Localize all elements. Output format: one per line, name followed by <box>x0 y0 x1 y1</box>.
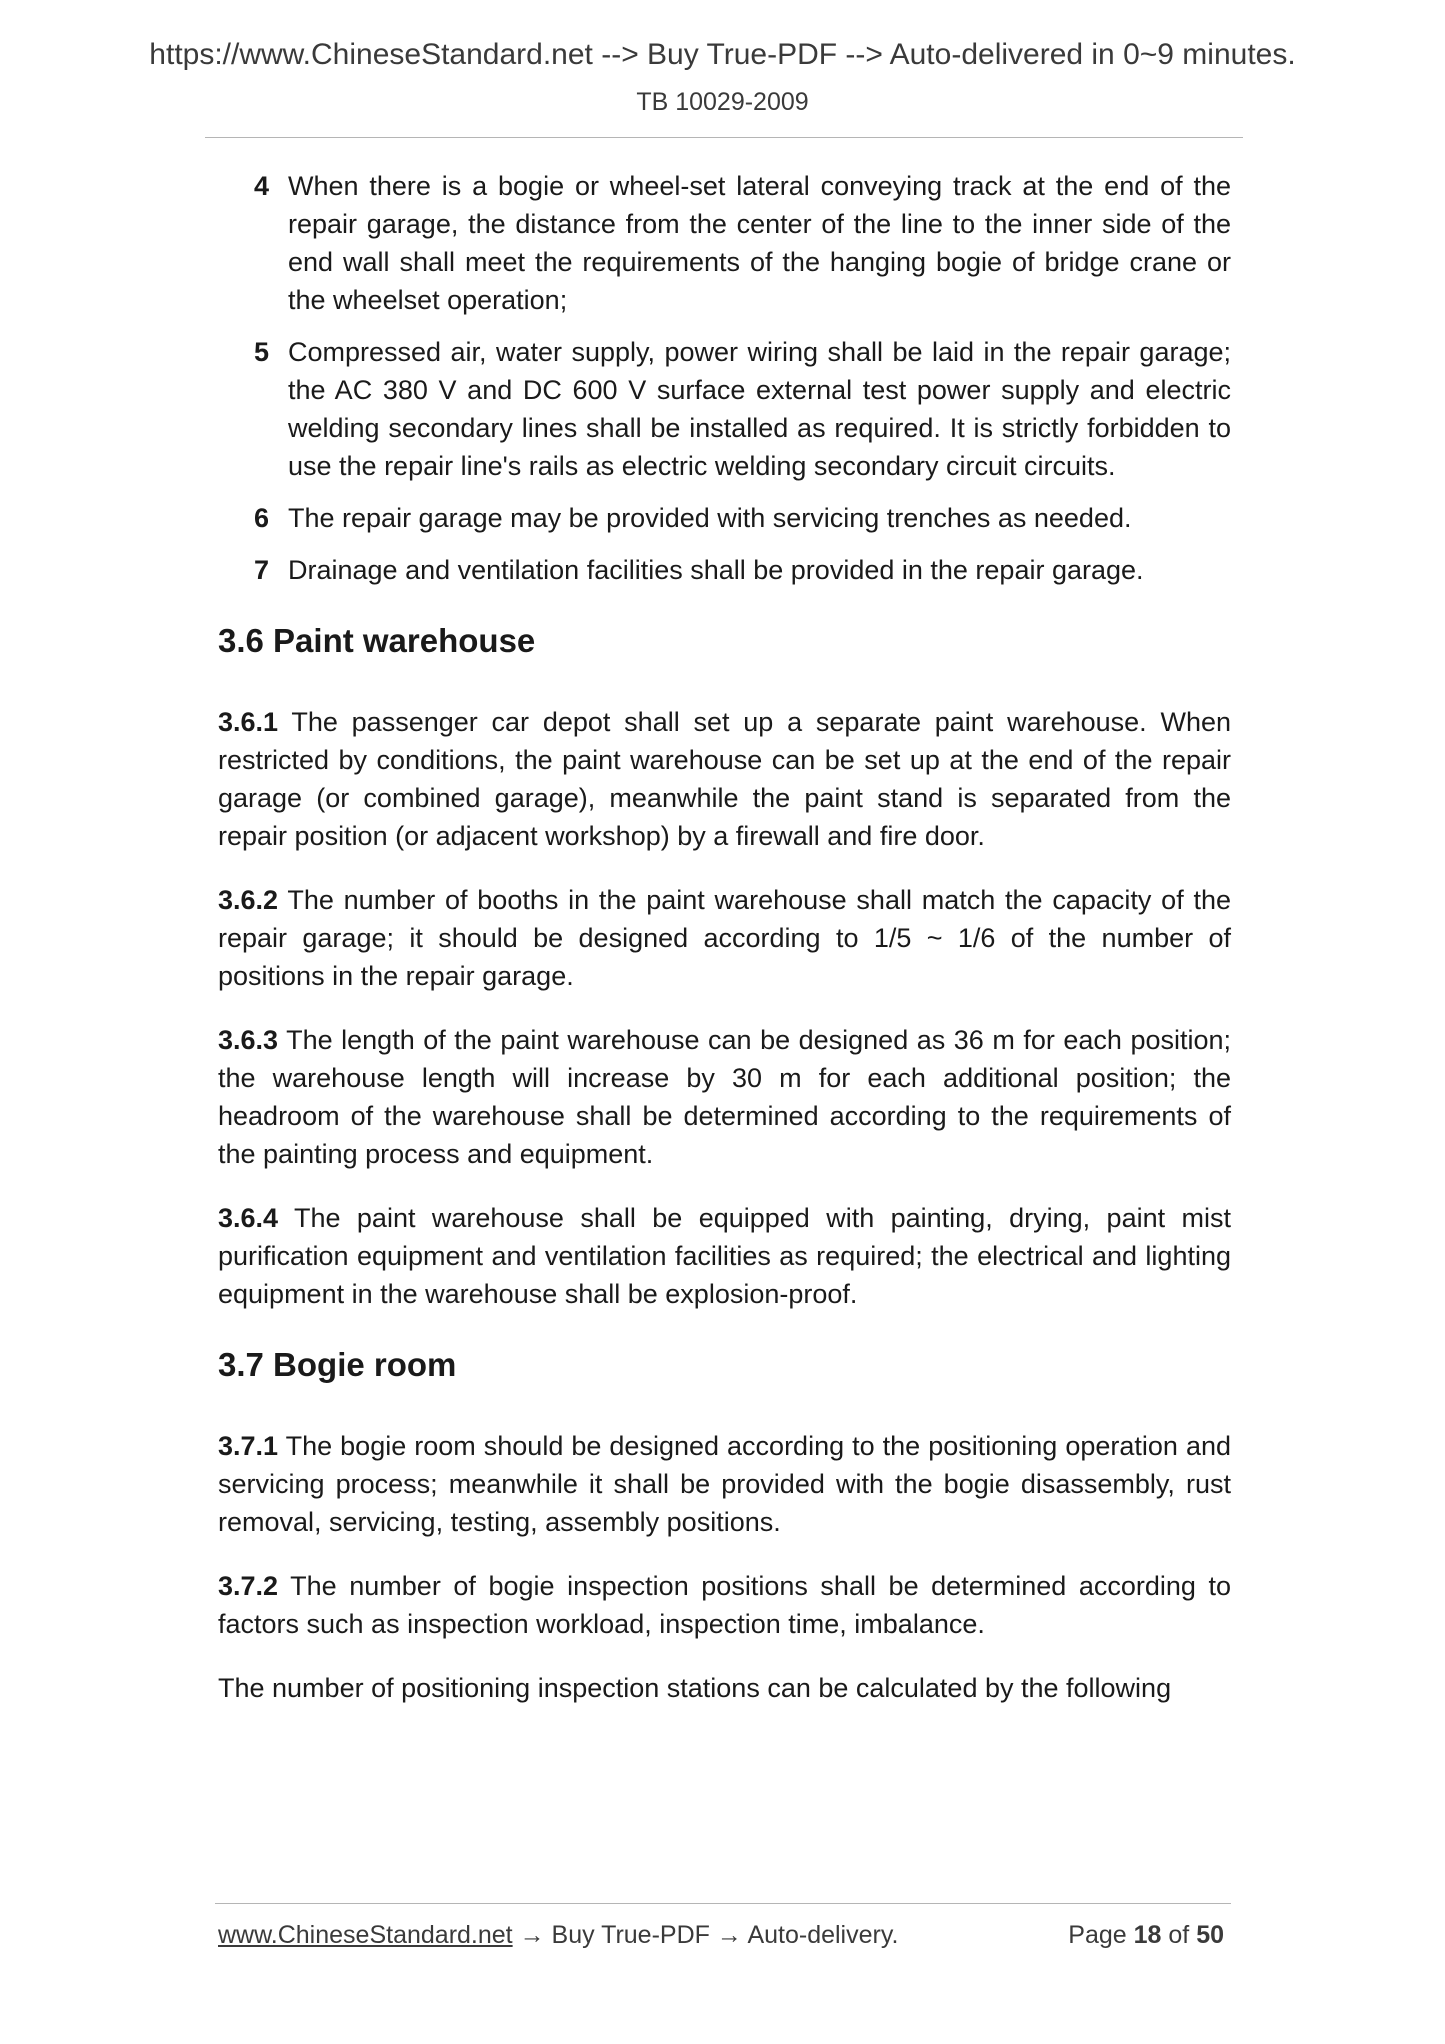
list-item-text: When there is a bogie or wheel-set lateral conveying track at the end of the repair garage, the distance from the center of the line to the inner side of the end wall shall meet the requirements of the hanging bogie of bridge crane or the wheelset operation; <box>288 171 1231 315</box>
clause-text: The length of the paint warehouse can be designed as 36 m for each position; the warehouse length will increase by 30 m for each additional position; the headroom of the warehouse shall be determined according to the requirements of the painting process and equipment. <box>218 1025 1232 1169</box>
clause-number: 3.6.3 <box>218 1025 279 1055</box>
list-item-number: 4 <box>254 171 270 201</box>
header-url-line: https://www.ChineseStandard.net --> Buy True-PDF --> Auto-delivered in 0~9 minutes. <box>149 38 1296 71</box>
clause-paragraph <box>218 1427 1231 1541</box>
arrow-right-icon: → <box>519 1921 545 1949</box>
list-item-number: 6 <box>254 503 270 533</box>
clause-text: The number of bogie inspection positions shall be determined according to factors such as inspection workload, inspection time, imbalance. <box>218 1571 1231 1639</box>
list-item-number: 5 <box>254 337 270 367</box>
document-body <box>218 167 1231 1733</box>
section-heading-bogie-room: 3.7 Bogie room <box>218 1346 457 1383</box>
clause-text: The number of booths in the paint warehouse shall match the capacity of the repair garage; it should be designed according to 1/5 ~ 1/6 of the number of positions in the repair garage. <box>218 885 1232 991</box>
clause-paragraph <box>218 1199 1231 1313</box>
clause-text: The passenger car depot shall set up a separate paint warehouse. When restricted by conditions, the paint warehouse can be set up at the end of the repair garage (or combined garage), meanwhile the paint stand is separated from the repair position (or adjacent workshop) by a firewall and fire door. <box>218 707 1231 851</box>
clause-number: 3.6.2 <box>218 885 279 915</box>
standard-number: TB 10029-2009 <box>636 88 809 116</box>
page-indicator <box>1068 1921 1224 1950</box>
footer-delivery-text: Auto-delivery. <box>747 1921 899 1949</box>
list-item <box>254 333 1231 485</box>
clause-paragraph <box>218 703 1231 855</box>
footer-site-link[interactable]: www.ChineseStandard.net <box>218 1921 513 1949</box>
list-item <box>254 167 1231 319</box>
list-item <box>254 499 1231 537</box>
clause-number: 3.6.4 <box>218 1203 279 1233</box>
clause-number: 3.6.1 <box>218 707 279 737</box>
page-label: Page <box>1068 1921 1127 1949</box>
clause-paragraph <box>218 1021 1231 1173</box>
clause-number: 3.7.2 <box>218 1571 279 1601</box>
clause-paragraph <box>218 881 1231 995</box>
list-item-text: The repair garage may be provided with servicing trenches as needed. <box>288 503 1132 533</box>
footer-divider <box>215 1903 1231 1904</box>
of-label: of <box>1168 1921 1190 1949</box>
header-divider <box>205 137 1243 138</box>
list-item-number: 7 <box>254 555 270 585</box>
arrow-right-icon: → <box>716 1921 742 1949</box>
clause-text: The bogie room should be designed according to the positioning operation and servicing process; meanwhile it shall be provided with the bogie disassembly, rust removal, servicing, testing, assembly positions. <box>218 1431 1231 1537</box>
footer-buy-text: Buy True-PDF <box>551 1921 710 1949</box>
list-item-text: Drainage and ventilation facilities shall be provided in the repair garage. <box>288 555 1144 585</box>
clause-number: 3.7.1 <box>218 1431 279 1461</box>
list-item-text: Compressed air, water supply, power wiring shall be laid in the repair garage; the AC 380 V and DC 600 V surface external test power supply and electric welding secondary lines shall be installed as required. It is strictly forbidden to use the repair line's rails as electric welding secondary circuit circuits. <box>288 337 1231 481</box>
section-heading-paint-warehouse: 3.6 Paint warehouse <box>218 622 536 659</box>
clause-text: The paint warehouse shall be equipped with painting, drying, paint mist purification equipment and ventilation facilities as required; the electrical and lighting equipment in the warehouse shall be explosion-proof. <box>218 1203 1231 1309</box>
list-item <box>254 551 1231 589</box>
current-page-number: 18 <box>1133 1921 1162 1949</box>
footer-promo <box>218 1921 898 1950</box>
trailing-paragraph: The number of positioning inspection stations can be calculated by the following <box>218 1673 1172 1703</box>
total-pages-number: 50 <box>1196 1921 1224 1949</box>
clause-paragraph <box>218 1567 1231 1643</box>
